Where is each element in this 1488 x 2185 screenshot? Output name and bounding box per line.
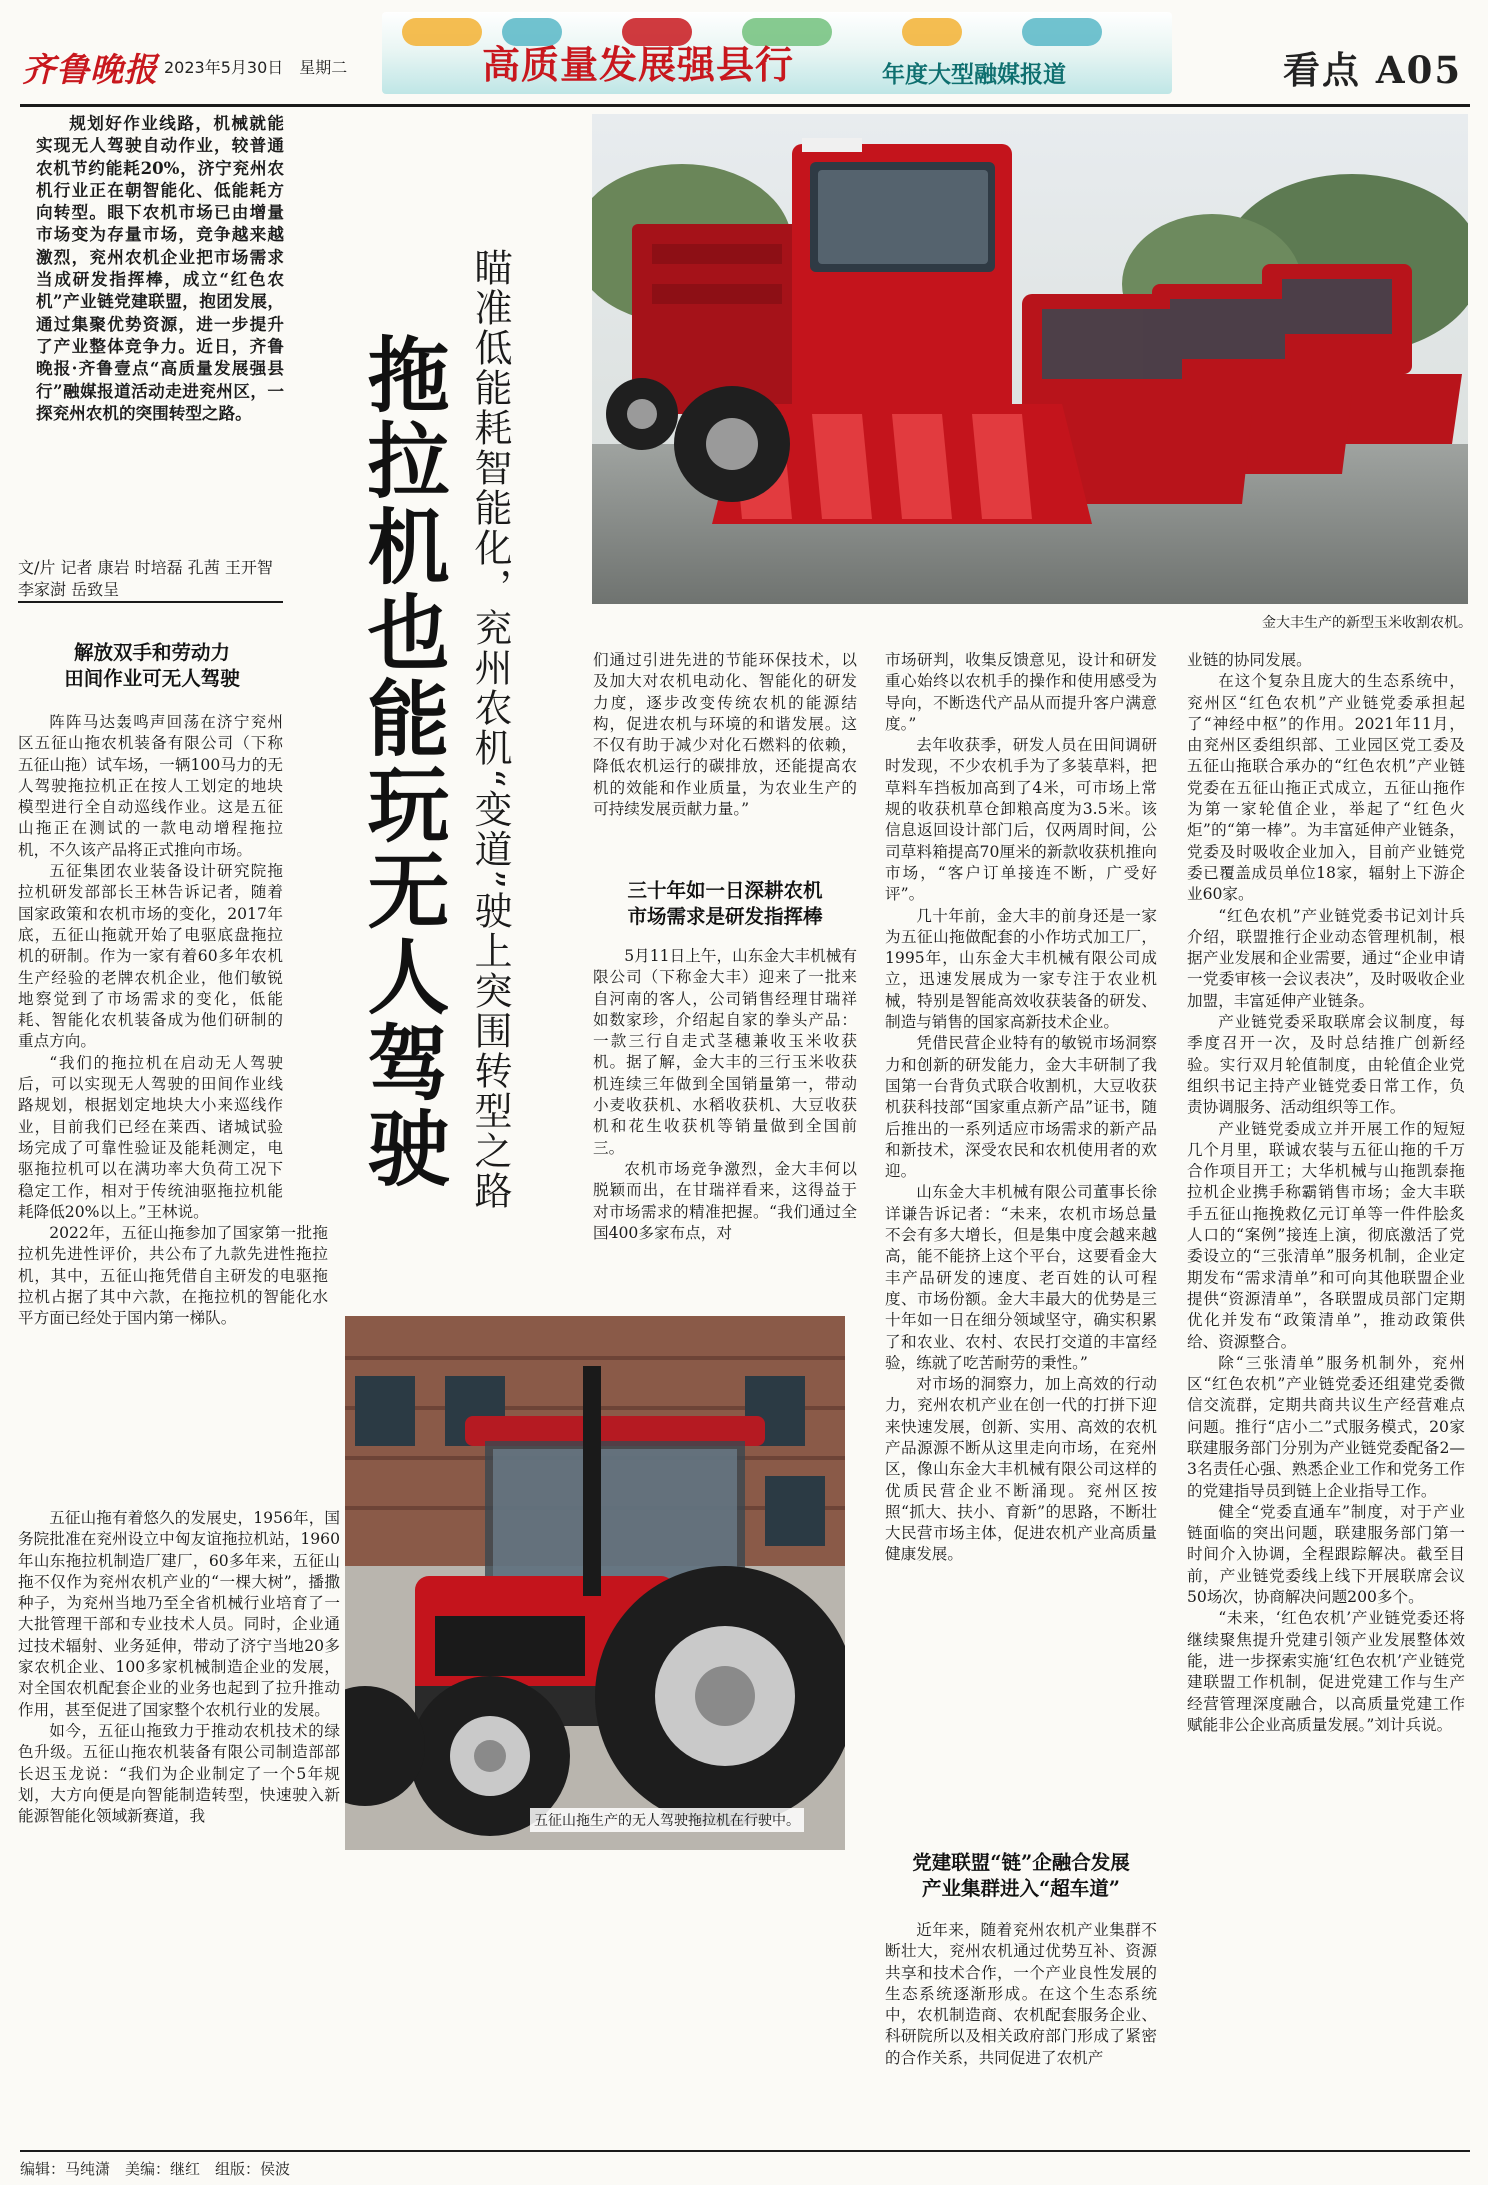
subhead-3: 党建联盟“链”企融合发展 产业集群进入“超车道”	[912, 1851, 1130, 1900]
paragraph: 市场研判，收集反馈意见，设计和研发重心始终以农机手的操作和使用感受为导向，不断迭代产品从而提升客户满意度。”	[885, 651, 1157, 733]
subhead-2: 三十年如一日深耕农机 市场需求是研发指挥棒	[627, 879, 823, 928]
header-rule	[20, 104, 1470, 107]
paragraph: 五征集团农业装备设计研究院拖拉机研发部部长王林告诉记者，随着国家政策和农机市场的变化，2017年底，五征山拖就开始了电驱底盘拖拉机的研制。作为一家有着60多年农机生产经验的老牌农机企业，他们敏锐地察觉到了市场需求的变化，低能耗、智能化农机装备成为他们研制的重点方向。	[18, 862, 283, 1051]
paragraph: 去年收获季，研发人员在田间调研时发现，不少农机手为了多装草料，把草料车挡板加高到了4米，可市场上常规的收获机草仓卸粮高度为3.5米。该信息返回设计部门后，仅两周时间，公司草料箱提高70厘米的新款收获机推向市场，“客户订单接连不断，广受好评”。	[885, 736, 1157, 904]
tractor-photo-caption: 五征山拖生产的无人驾驶拖拉机在行驶中。	[530, 1808, 804, 1832]
paragraph: 近年来，随着兖州农机产业集群不断壮大，兖州农机通过优势互补、资源共享和技术合作，一个产业良性发展的生态系统逐渐形成。在这个生态系统中，农机制造商、农机配套服务企业、科研院所以及相关政府部门形成了紧密的合作关系，共同促进了农机产	[885, 1921, 1157, 2067]
body-column-1	[18, 712, 328, 1330]
paragraph: 对市场的洞察力，加上高效的行动力，兖州农机产业在创一代的打拼下迎来快速发展，创新、实用、高效的农机产品源源不断从这里走向市场，在兖州区，像山东金大丰机械有限公司这样的优质民营企业不断涌现。兖州区按照“抓大、扶小、育新”的思路，不断壮大民营市场主体，促进农机产业高质量健康发展。	[885, 1375, 1157, 1564]
body-column-3-bottom	[885, 1920, 1157, 2069]
paragraph: 几十年前，金大丰的前身还是一家为五征山拖做配套的小作坊式加工厂，1995年，山东金大丰机械有限公司成立，迅速发展成为一家专注于农业机械，特别是智能高效收获装备的研发、制造与销售的国家高新技术企业。	[885, 906, 1157, 1032]
paragraph: 除“三张清单”服务机制外，兖州区“红色农机”产业链党委还组建党委微信交流群，定期共商共议生产经营难点问题。推行“店小二”式服务模式，20家联建服务部门分别为产业链党委配备2—3名责任心强、熟悉企业工作和党务工作的党建指导员到链上企业指导工作。	[1187, 1353, 1465, 1500]
main-headline: 拖拉机也能玩无人驾驶	[354, 332, 450, 1192]
body-column-4	[1187, 650, 1465, 1736]
body-column-2	[593, 650, 857, 820]
paragraph: 产业链党委成立并开展工作的短短几个月里，联诚农装与五征山拖的千万合作项目开工；大华机械与山拖凯泰拖拉机企业携手称霸销售市场；金大丰联手五征山拖挽救亿元订单等一件件脍炙人口的“案例”接连上演，彻底激活了党委设立的“三张清单”服务机制，企业定期发布“需求清单”和可向其他联盟企业提供“资源清单”，各联盟成员部门定期优化并发布“政策清单”，推动政策供给、资源整合。	[1187, 1119, 1465, 1351]
paragraph: 健全“党委直通车”制度，对于产业链面临的突出问题，联建服务部门第一时间介入协调，全程跟踪解决。截至目前，产业链党委线上线下开展联席会议50场次，协商解决问题200多个。	[1187, 1502, 1465, 1607]
paragraph: 如今，五征山拖致力于推动农机技术的绿色升级。五征山拖农机装备有限公司制造部部长迟玉龙说：“我们为企业制定了一个5年规划，大方向便是向智能制造转型，快速驶入新能源智能化领域新赛道，我	[18, 1721, 340, 1826]
editor-credits: 编辑：马纯潇 美编：继红 组版：侯波	[20, 2160, 291, 2178]
banner-title: 高质量发展强县行	[482, 43, 795, 87]
paragraph: 山东金大丰机械有限公司董事长徐详谦告诉记者：“未来，农机市场总量不会有多大增长，但是集中度会越来越高，能不能挤上这个平台，这要看金大丰产品研发的速度、老百姓的认可程度、市场份额。金大丰最大的优势是三十年如一日在细分领域坚守，确实积累了和农业、农村、农民打交道的丰富经验，练就了吃苦耐劳的秉性。”	[885, 1183, 1157, 1372]
banner-subtitle: 年度大型融媒报道	[882, 62, 1066, 88]
paragraph: 农机市场竞争激烈，金大丰何以脱颖而出，在甘瑞祥看来，这得益于对市场需求的精准把握。“我们通过全国400多家布点，对	[593, 1159, 857, 1242]
deck-headline: 瞄准低能耗智能化，兖州农机“变道”驶上突围转型之路	[468, 248, 512, 1211]
byline-rule	[18, 601, 283, 603]
harvester-photo	[592, 114, 1468, 604]
paragraph: 业链的协同发展。	[1187, 651, 1312, 669]
issue-date: 2023年5月30日 星期二	[164, 58, 348, 77]
body-column-1-wrap	[18, 1508, 340, 1827]
section-page-label: 看点 A05	[1283, 48, 1463, 92]
paragraph: 2022年，五征山拖参加了国家第一批拖拉机先进性评价，共公布了九款先进性拖拉机，其中，五征山拖凭借自主研发的电驱拖拉机占据了其中六款，在拖拉机的智能化水平方面已经处于国内第一梯队。	[18, 1224, 328, 1328]
tractor-illustration	[345, 1316, 845, 1850]
paragraph: 5月11日上午，山东金大丰机械有限公司（下称金大丰）迎来了一批来自河南的客人，公司销售经理甘瑞祥如数家珍，介绍起自家的拳头产品：一款三行自走式茎穗兼收玉米收获机。据了解，金大丰的三行玉米收获机连续三年做到全国销量第一，带动小麦收获机、水稻收获机、大豆收获机和花生收获机等销量做到全国前三。	[593, 947, 857, 1157]
lead-paragraph: 规划好作业线路，机械就能实现无人驾驶自动作业，较普通农机节约能耗20%，济宁兖州农机行业正在朝智能化、低能耗方向转型。眼下农机市场已由增量市场变为存量市场，竞争越来越激烈，兖州农机企业把市场需求当成研发指挥棒，成立“红色农机”产业链党建联盟，抱团发展，通过集聚优势资源，进一步提升了产业整体竞争力。近日，齐鲁晚报·齐鲁壹点“高质量发展强县行”融媒报道活动走进兖州区，一探兖州农机的突围转型之路。	[36, 113, 284, 423]
paragraph: 们通过引进先进的节能环保技术，以及加大对农机电动化、智能化的研发力度，逐步改变传统农机的能源结构，促进农机与环境的和谐发展。这不仅有助于减少对化石燃料的依赖，降低农机运行的碳排放，还能提高农机的效能和作业质量，为农业生产的可持续发展贡献力量。”	[593, 651, 857, 819]
body-column-3	[885, 650, 1157, 1566]
series-banner	[382, 12, 1172, 94]
paragraph: 产业链党委采取联席会议制度，每季度召开一次，及时总结推广创新经验。实行双月轮值制度，由轮值企业党组织书记主持产业链党委日常工作，负责协调服务、活动组织等工作。	[1187, 1013, 1465, 1117]
masthead-logo: 齐鲁晚报	[22, 50, 158, 89]
footer-rule	[20, 2150, 1470, 2152]
tractor-photo	[345, 1316, 845, 1850]
paragraph: 五征山拖有着悠久的发展史，1956年，国务院批准在兖州设立中匈友谊拖拉机站，1960年山东拖拉机制造厂建厂，60多年来，五征山拖不仅作为兖州农机产业的“一棵大树”，播撒种子，为兖州当地乃至全省机械行业培育了一大批管理干部和专业技术人员。同时，企业通过技术辐射、业务延伸，带动了济宁当地20多家农机企业、100多家机械制造企业的发展，对全国农机配套企业的业务也起到了拉升推动作用，甚至促进了国家整个农机行业的发展。	[18, 1509, 340, 1719]
paragraph: “红色农机”产业链党委书记刘计兵介绍，联盟推行企业动态管理机制，根据产业发展和企业需要，通过“企业申请一党委审核一会议表决”，及时吸收企业加盟，丰富延伸产业链条。	[1187, 906, 1465, 1010]
subhead-1: 解放双手和劳动力 田间作业可无人驾驶	[64, 641, 240, 690]
paragraph: 在这个复杂且庞大的生态系统中，兖州区“红色农机”产业链党委承担起了“神经中枢”的作用。2021年11月，由兖州区委组织部、工业园区党工委及五征山拖联合承办的“红色农机”产业链党委在五征山拖正式成立，五征山拖作为第一家轮值企业，举起了“红色火炬”的“第一棒”。为丰富延伸产业链条，党委及时吸收企业加入，目前产业链党委已覆盖成员单位18家，辐射上下游企业60家。	[1187, 672, 1465, 904]
paragraph: 凭借民营企业特有的敏锐市场洞察力和创新的研发能力，金大丰研制了我国第一台背负式联合收割机，大豆收获机获科技部“国家重点新产品”证书，随后推出的一系列适应市场需求的新产品和新技术，深受农民和农机使用者的欢迎。	[885, 1034, 1157, 1181]
harvester-illustration	[592, 114, 1468, 604]
byline: 文/片 记者 康岩 时培磊 孔茜 王开智 李家澍 岳致呈	[18, 558, 273, 599]
paragraph: 阵阵马达轰鸣声回荡在济宁兖州区五征山拖农机装备有限公司（下称五征山拖）试车场，一辆100马力的无人驾驶拖拉机正在按人工划定的地块模型进行全自动巡线作业。这是五征山拖正在测试的一款电动增程拖拉机，不久该产品将正式推向市场。	[18, 713, 283, 859]
paragraph: “未来，‘红色农机’产业链党委还将继续聚焦提升党建引领产业发展整体效能，进一步探索实施‘红色农机’产业链党建联盟工作机制，促进党建工作与生产经营管理深度融合，以高质量党建工作赋能非公企业高质量发展。”刘计兵说。	[1187, 1609, 1465, 1734]
harvester-photo-caption: 金大丰生产的新型玉米收割农机。	[1262, 615, 1472, 631]
body-column-2-lower	[593, 946, 857, 1244]
paragraph: “我们的拖拉机在启动无人驾驶后，可以实现无人驾驶的田间作业线路规划，根据划定地块大小来巡线作业，目前我们已经在莱西、诸城试验场完成了可靠性验证及能耗测定，电驱拖拉机可以在满功率大负荷工况下稳定工作，相对于传统油驱拖拉机能耗降低20%以上。”王林说。	[18, 1053, 283, 1221]
